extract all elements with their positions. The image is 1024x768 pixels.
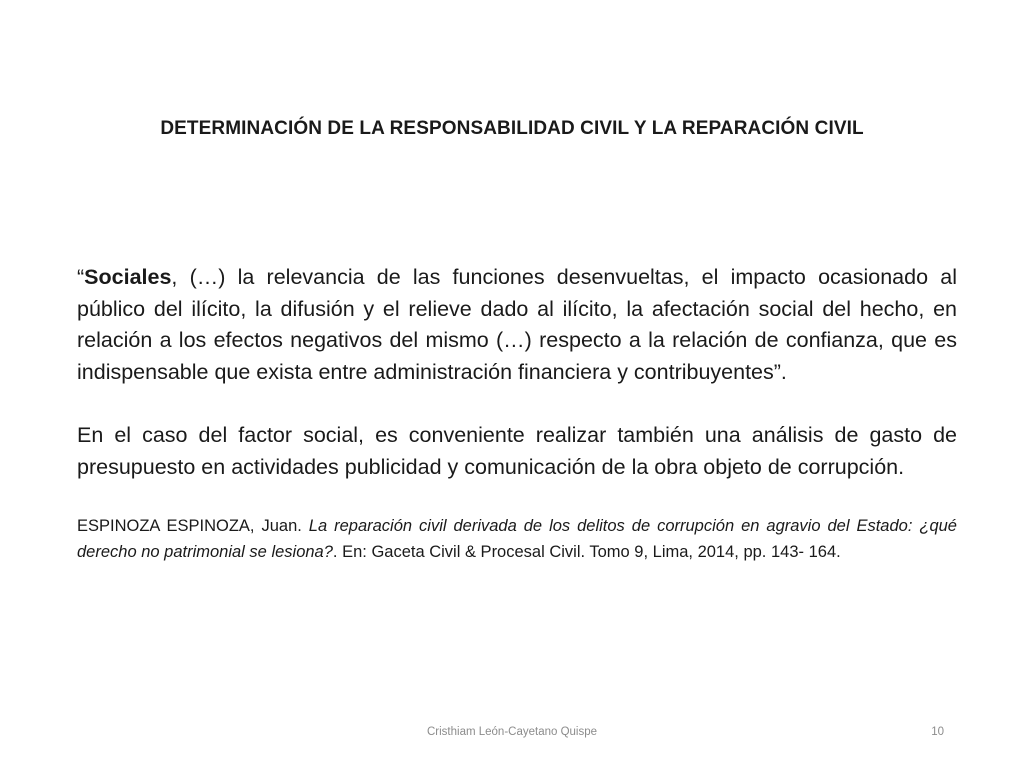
citation-work-title: La reparación civil derivada de los delitos de corrupción en agravio del Estado: ¿qué derecho no patrimonial se lesiona?: [77, 517, 957, 561]
slide-body: [77, 262, 957, 565]
footer-author: Cristhiam León-Cayetano Quispe: [426, 726, 598, 738]
slide-title: DETERMINACIÓN DE LA RESPONSABILIDAD CIVIL Y LA REPARACIÓN CIVIL: [160, 118, 864, 139]
citation-details: . En: Gaceta Civil & Procesal Civil. Tomo 9, Lima, 2014, pp. 143- 164.: [332, 543, 841, 561]
citation: [77, 513, 957, 565]
quote-paragraph: [77, 262, 957, 388]
quote-text: , (…) la relevancia de las funciones desenvueltas, el impacto ocasionado al público del ilícito, la difusión y el relieve dado al ilícito, la afectación social del hecho, en relación a los efectos negativos del mismo (…) respecto a la relación de confianza, que es indispensable que exista entre administración financiera y contribuyentes”.: [77, 265, 957, 384]
citation-author: ESPINOZA ESPINOZA, Juan.: [77, 517, 309, 535]
quote-bold-term: Sociales: [84, 265, 172, 289]
body-paragraph: En el caso del factor social, es conveniente realizar también una análisis de gasto de presupuesto en actividades publicidad y comunicación de la obra objeto de corrupción.: [77, 423, 957, 479]
quote-open-mark: “: [77, 265, 85, 289]
page-number: 10: [931, 726, 944, 738]
